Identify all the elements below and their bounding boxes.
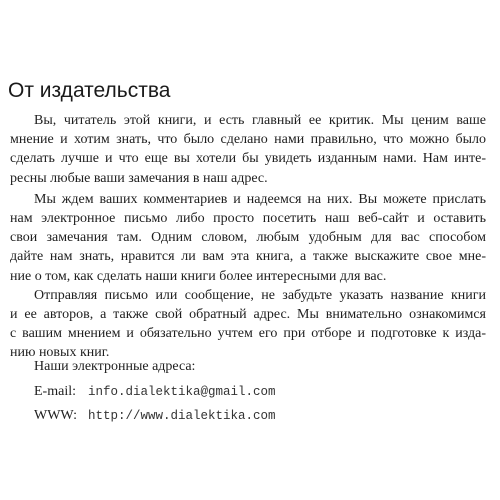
body-text (10, 111, 486, 362)
text-line: ние о том, как сделать наши книги более интересными для вас. (10, 268, 387, 284)
section-title: От издательства (8, 79, 171, 102)
www-row (34, 406, 276, 426)
text-line: свои замечания там. Одним словом, любым удобным для вас способом (10, 230, 486, 246)
text-line: Отправляя письмо или сообщение, не забудьте указать название книги (34, 287, 486, 303)
contacts-heading: Наши электронные адреса: (34, 359, 196, 374)
email-address[interactable]: info.dialektika@gmail.com (88, 385, 276, 399)
email-label: E-mail: (34, 384, 76, 399)
email-row (34, 382, 276, 402)
text-line: ресны любые ваши замечания в наш адрес. (10, 170, 268, 186)
text-line: дайте нам знать, нравится ли вам эта книга, а также выскажите свое мне- (10, 249, 486, 265)
www-label: WWW: (34, 408, 78, 423)
text-line: и ее авторов, а также свой обратный адрес. Мы внимательно ознакомимся (10, 306, 486, 322)
text-line: сделать лучше и что еще вы хотели бы увидеть изданным нами. Нам инте- (10, 151, 486, 167)
text-line: мнение и хотим знать, что было сделано нами правильно, что можно было (10, 132, 486, 148)
paragraph-1 (10, 111, 486, 188)
paragraph-2 (10, 190, 486, 286)
text-line: Вы, читатель этой книги, и есть главный ее критик. Мы ценим ваше (34, 113, 486, 128)
text-line: нию новых книг. (10, 345, 110, 361)
paragraph-3 (10, 286, 486, 363)
website-url[interactable]: http://www.dialektika.com (88, 409, 276, 423)
text-line: нам электронное письмо либо просто посетить наш веб-сайт и оставить (10, 210, 486, 226)
text-line: Мы ждем ваших комментариев и надеемся на них. Вы можете прислать (34, 191, 486, 207)
text-line: с вашим мнением и обязательно учтем его при отборе и подготовке к изда- (10, 326, 486, 342)
